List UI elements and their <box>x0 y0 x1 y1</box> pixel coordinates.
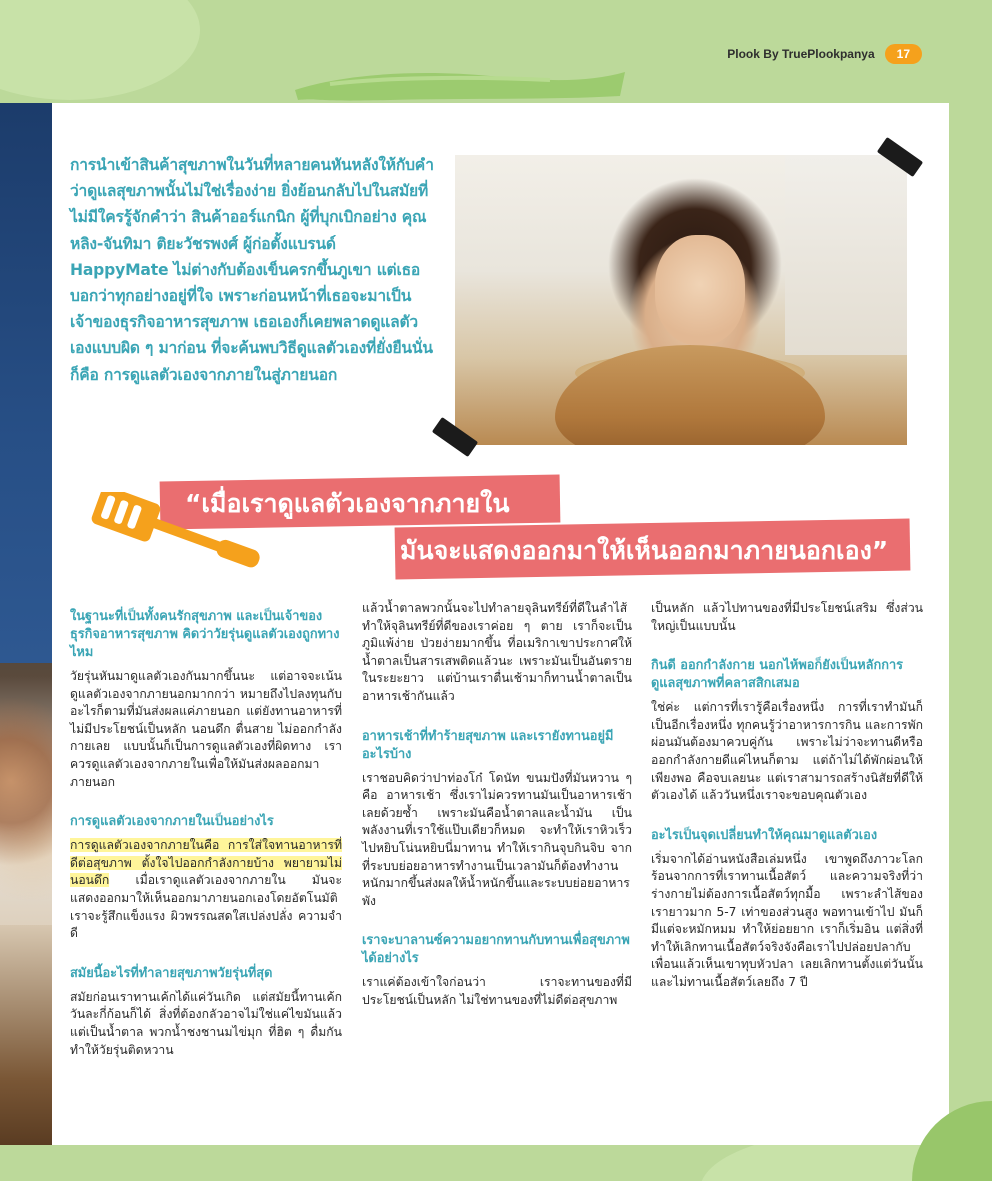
article-column-1 <box>70 608 342 1081</box>
page-number-badge: 17 <box>885 44 922 64</box>
page-header <box>727 44 922 64</box>
answer-paragraph: เริ่มจากได้อ่านหนังสือเล่มหนึ่ง เขาพูดถึงภาวะโลกร้อนจากการที่เราทานเนื้อสัตว์ และความจริงที่ว่าร่างกายไม่ต้องการเนื้อสัตว์ทุกมื้อ เพราะลำไส้ของเรายาวมาก 5-7 เท่าของส่วนสูง พอทานเข้าไป มันก็มีแต่จะหมักหมม ทำให้ย่อยยาก เราก็เริ่มอิน แต่สิ่งที่ทำให้เลิกทานเนื้อสัตว์จริงจังคือเราไปปล่อยปลากับเพื่อนแล้วเห็นเขาทุบหัวปลา เลยเลิกทานตั้งแต่วันนั้นและไม่ทานเนื้อสัตว์เลยถึง 7 ปี <box>651 851 923 989</box>
spatula-icon <box>80 492 270 582</box>
question-heading: ในฐานะที่เป็นทั้งคนรักสุขภาพ และเป็นเจ้าของธุรกิจอาหารสุขภาพ คิดว่าวัยรุ่นดูแลตัวเองถูกทางไหม <box>70 609 340 660</box>
question-heading: กินดี ออกกำลังกาย นอกไห้พอก็ยังเป็นหลักการดูแลสุขภาพที่คลาสสิกเสมอ <box>651 658 904 692</box>
answer-paragraph <box>70 837 342 943</box>
question-heading: อาหารเช้าที่ทำร้ายสุขภาพ และเรายังทานอยู่มีอะไรบ้าง <box>362 728 614 762</box>
article-column-2 <box>362 600 632 1032</box>
answer-paragraph: แล้วน้ำตาลพวกนั้นจะไปทำลายจุลินทรีย์ที่ดีในลำไส้ ทำให้จุลินทรีย์ที่ดีของเราค่อย ๆ ตาย เราก็จะเป็นภูมิแพ้ง่าย ป่วยง่ายมากขึ้น ที่อเมริกาเขาประกาศให้น้ำตาลเป็นสารเสพติดแล้วนะ เพราะมันเป็นอันตรายในระยะยาว แต่บ้านเราตื่นเช้ามาก็ทานน้ำตาลเป็นอาหารเช้ากันแล้ว <box>362 601 632 703</box>
answer-text: เมื่อเราดูแลตัวเองจากภายใน มันจะแสดงออกมาให้เห็นออกมาภายนอกเองโดยอัตโนมัติ เราจะรู้สึกแข็งแรง ผิวพรรณสดใสเปล่งปลั่ง ความจำดี <box>70 873 342 941</box>
lead-paragraph: การนำเข้าสินค้าสุขภาพในวันที่หลายคนหันหลังให้กับคำว่าดูแลสุขภาพนั้นไม่ใช่เรื่องง่าย ยิ่งย้อนกลับไปในสมัยที่ไม่มีใครรู้จักคำว่า สินค้าออร์แกนิก ผู้ที่บุกเบิกอย่าง คุณหลิง-จันทิมา ติยะวัชรพงศ์ ผู้ก่อตั้งแบรนด์ HappyMate ไม่ต่างกับต้องเข็นครกขึ้นภูเขา แต่เธอบอกว่าทุกอย่างอยู่ที่ใจ เพราะก่อนหน้าที่เธอจะมาเป็นเจ้าของธุรกิจอาหารสุขภาพ เธอเองก็เคยพลาดดูแลตัวเองแบบผิด ๆ มาก่อน ที่จะค้นพบวิธีดูแลตัวเองที่ยั่งยืนนั่นก็คือ การดูแลตัวเองจากภายในสู่ภายนอก <box>70 156 434 384</box>
answer-paragraph: ใช่ค่ะ แต่การที่เรารู้คือเรื่องหนึ่ง การที่เราทำมันก็เป็นอีกเรื่องหนึ่ง ทุกคนรู้ว่าอาหารการกิน และการพักผ่อนมันต้องมาควบคู่กัน เพราะไม่ว่าจะทานดีหรือออกกำลังกายดีแค่ไหนก็ตาม แต่ถ้าไม่ได้พักผ่อนให้เพียงพอ คือจบเลยนะ แต่เราสามารถสร้างนิสัยที่ดีให้ตัวเองได้ แล้ววันหนึ่งเราจะขอบคุณตัวเอง <box>651 700 923 803</box>
answer-paragraph: เราชอบคิดว่าปาท่องโก๋ โดนัท ขนมปังที่มันหวาน ๆ คือ อาหารเช้า ซึ่งเราไม่ควรทานมันเป็นอาหารเช้าเลยด้วยซ้ำ เพราะมันคือน้ำตาลและน้ำมัน เป็นพลังงานที่เราใช้แป๊บเดียวก็หมด จะทำให้เราหิวเร็วไปหยิบโน่นหยิบนี่มาทาน ทำให้เรากินจุบกินจิบ จากที่ระบบย่อยอาหารทำงานเป็นเวลามันก็ต้องทำงานหนักมากขึ้นส่งผลให้น้ำหนักขึ้นและระบบย่อยอาหารพัง <box>362 770 632 908</box>
question-heading: การดูแลตัวเองจากภายในเป็นอย่างไร <box>70 814 274 830</box>
article-column-3 <box>651 600 923 1014</box>
quote-line-1: “เมื่อเราดูแลตัวเองจากภายใน <box>185 489 510 518</box>
answer-paragraph: วัยรุ่นหันมาดูแลตัวเองกันมากขึ้นนะ แต่อาจจะเน้นดูแลตัวเองจากภายนอกมากกว่า หมายถึงไปลงทุนกับอะไรก็ตามที่มันส่งผลแค่ภายนอก แต่ยังทานอาหารที่ไม่มีประโยชน์เป็นหลัก นอนดึก ตื่นสาย ไม่ออกกำลังกายเลย แบบนั้นก็เป็นการดูแลตัวเองที่ผิดทาง เราควรดูแลตัวเองจากภายในเพื่อให้มันส่งผลออกมาภายนอก <box>70 669 342 789</box>
answer-paragraph: สมัยก่อนเราทานเค้กได้แค่วันเกิด แต่สมัยนี้ทานเค้กวันละกี่ก้อนก็ได้ สิ่งที่ต้องกลัวอาจไม่ใช่แค่ไขมันแล้ว แต่เป็นน้ำตาล พวกน้ำชงชานมไข่มุก ที่ฮิต ๆ ดื่มกัน ทำให้วัยรุ่นติดหวาน <box>70 989 342 1057</box>
question-heading: สมัยนี้อะไรที่ทำลายสุขภาพวัยรุ่นที่สุด <box>70 965 273 981</box>
side-photo-strip <box>0 103 52 1145</box>
brush-stroke-decoration <box>290 62 630 102</box>
portrait-photo <box>455 155 907 445</box>
publication-name: Plook By TruePlookpanya <box>727 47 875 61</box>
highlighted-text: การดูแลตัวเองจากภายในคือ การใส่ใจทานอาหารที่ดีต่อสุขภาพ ตั้งใจไปออกกำลังกายบ้าง พยายามไม่นอนดึก <box>70 838 342 888</box>
question-heading: เราจะบาลานซ์ความอยากทานกับทานเพื่อสุขภาพได้อย่างไร <box>362 933 630 967</box>
answer-paragraph: เราแค่ต้องเข้าใจก่อนว่า เราจะทานของที่มีประโยชน์เป็นหลัก ไม่ใช่ทานของที่ไม่ดีต่อสุขภาพ <box>362 975 632 1007</box>
quote-line-2: มันจะแสดงออกมาให้เห็นออกมาภายนอกเอง” <box>400 536 889 565</box>
question-heading: อะไรเป็นจุดเปลี่ยนทำให้คุณมาดูแลตัวเอง <box>651 827 878 843</box>
answer-paragraph: เป็นหลัก แล้วไปทานของที่มีประโยชน์เสริม ซึ่งส่วนใหญ่เป็นแบบนั้น <box>651 601 923 633</box>
background-blob <box>0 0 200 100</box>
